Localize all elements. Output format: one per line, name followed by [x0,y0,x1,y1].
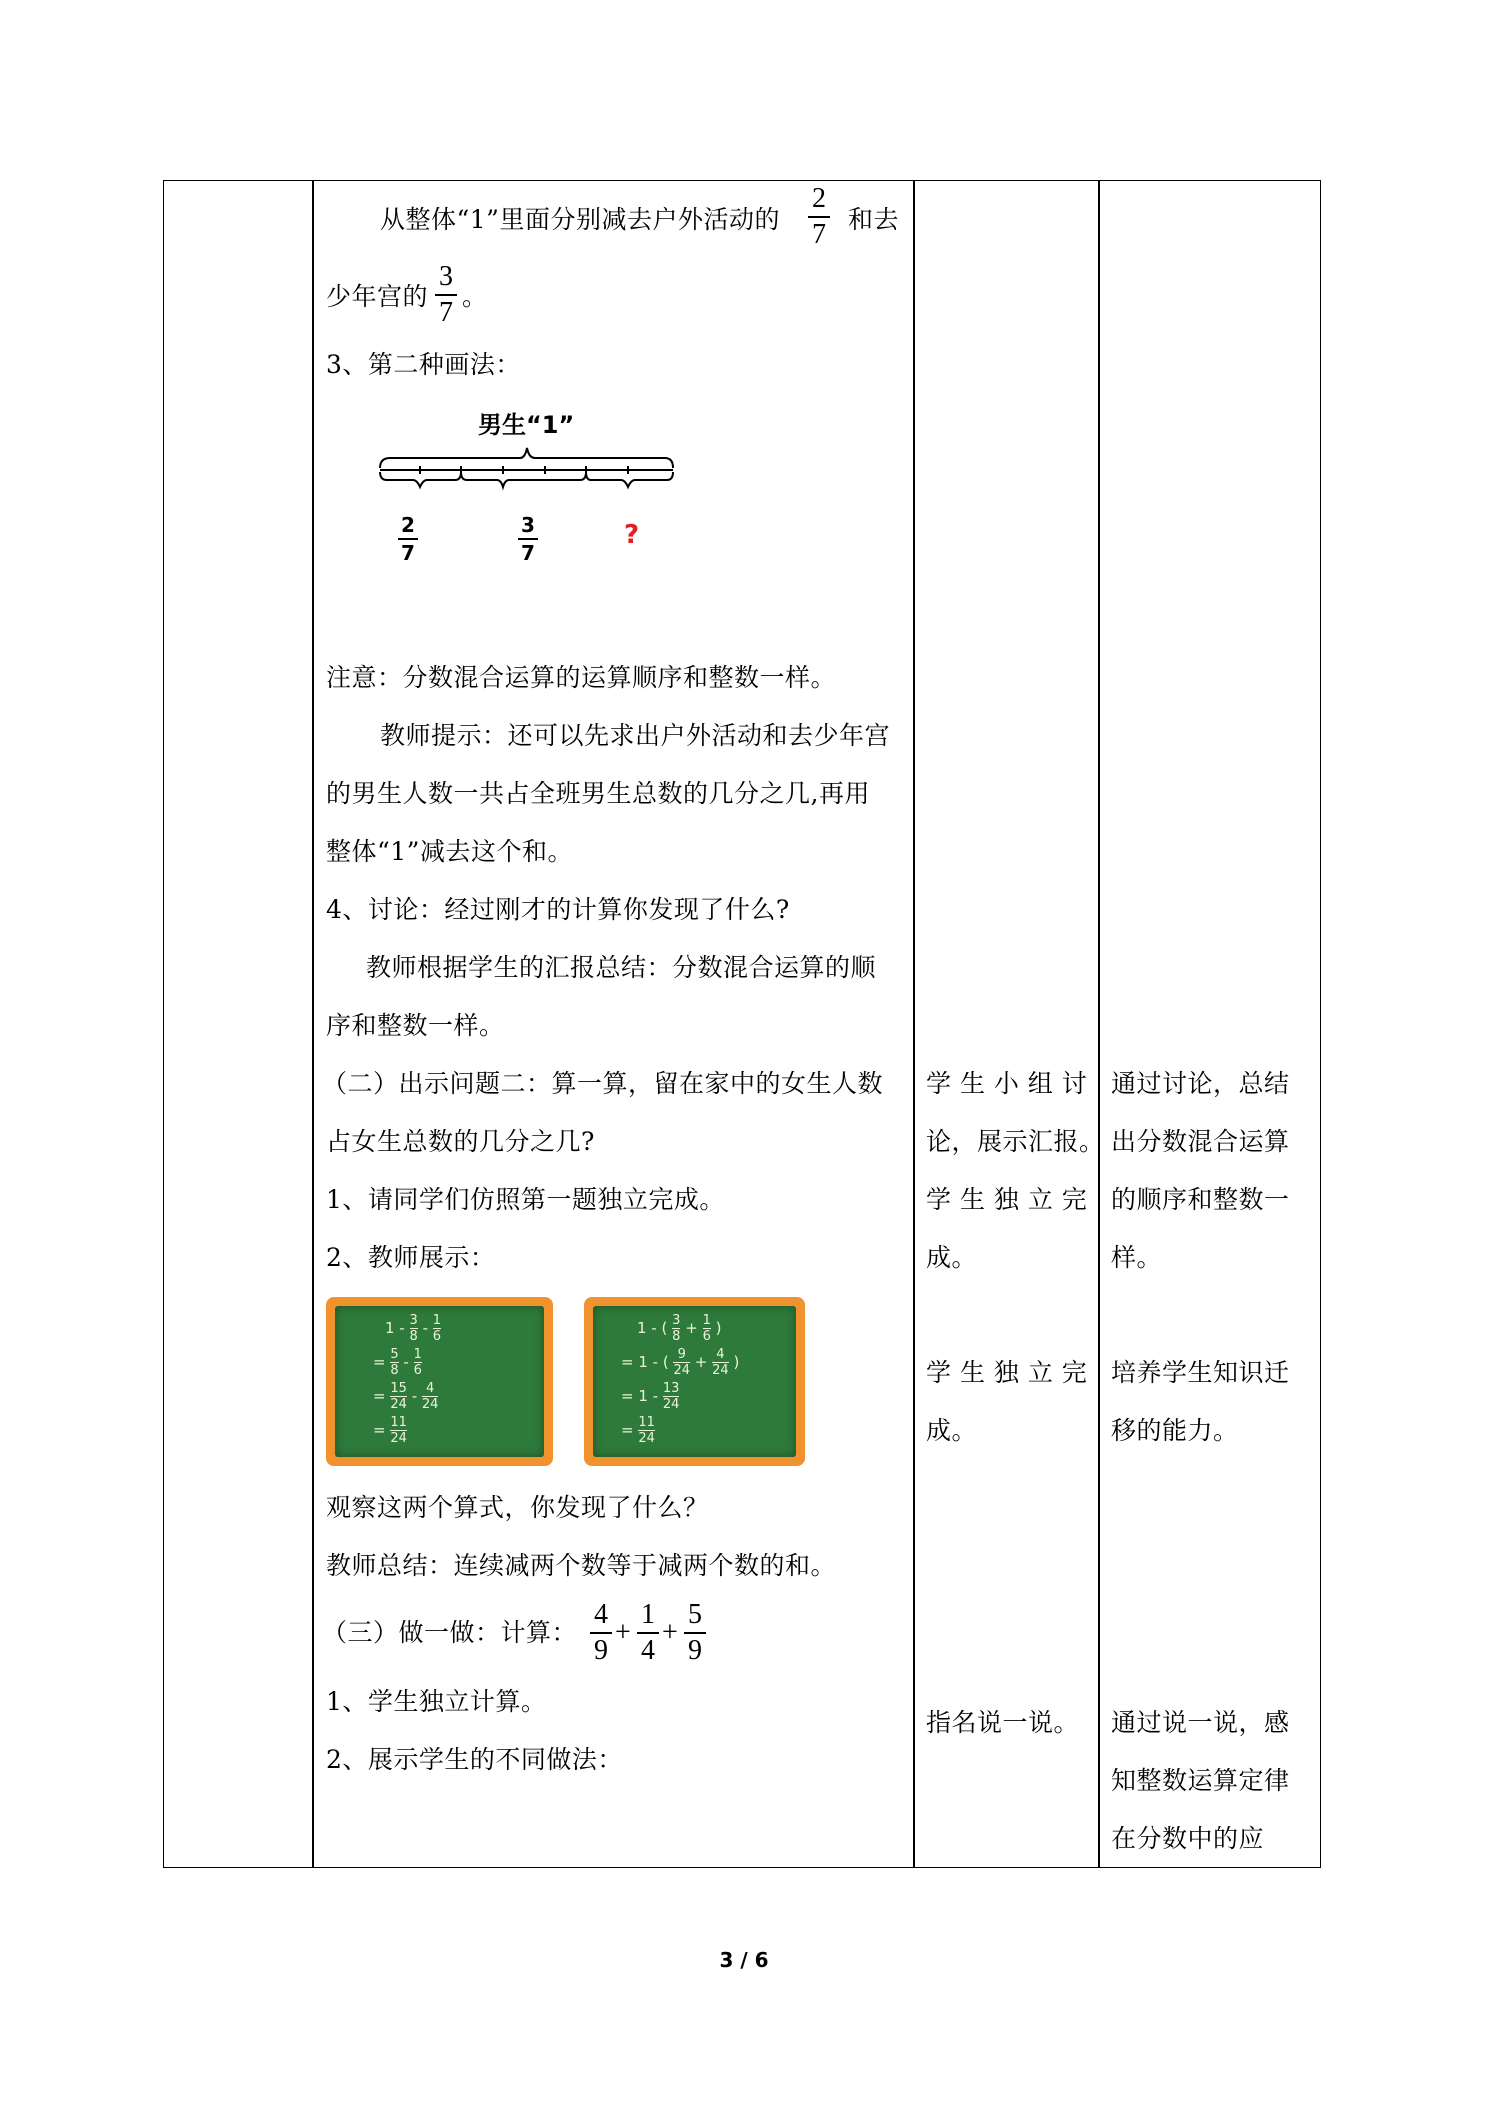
paragraph-text: 2、展示学生的不同做法： [326,1745,623,1774]
student-activity-text: 学 生 小 组 讨 [926,1069,1088,1098]
bottom-brace [586,472,673,487]
paragraph-text: 教师提示：还可以先求出户外活动和去少年宫 [380,721,891,750]
paragraph-text: 从整体“1”里面分别减去户外活动的 [380,205,780,234]
student-activity-text: 指名说一说。 [926,1708,1080,1737]
top-brace [380,448,673,468]
design-intent-text: 培养学生知识迁 [1111,1358,1290,1387]
column-divider [913,181,915,1867]
bottom-brace [461,472,586,487]
paragraph-text: 少年宫的 [326,282,429,311]
paragraph-text: 的男生人数一共占全班男生总数的几分之几,再用 [326,779,870,808]
student-activity-text: 成。 [926,1243,978,1272]
paragraph-text: 教师总结：连续减两个数等于减两个数的和。 [326,1551,837,1580]
student-activity-text: 学 生 独 立 完 [926,1185,1088,1214]
design-intent-text: 出分数混合运算 [1111,1127,1290,1156]
section-heading: （三）做一做：计算： [322,1618,578,1647]
student-activity-text: 论，展示汇报。 [926,1127,1105,1156]
paragraph-text: 2、教师展示： [326,1243,496,1272]
paragraph-text: 1、学生独立计算。 [326,1687,547,1716]
plus-sign: + [615,1617,631,1648]
design-intent-text: 样。 [1111,1243,1163,1272]
design-intent-text: 的顺序和整数一 [1111,1185,1290,1214]
paragraph-text: 和去 [848,205,900,234]
fraction: 2 7 [808,184,830,250]
fraction: 3 7 [435,262,457,328]
design-intent-text: 知整数运算定律 [1111,1766,1290,1795]
fraction: 5 9 [684,1600,706,1666]
question-mark: ? [624,520,640,550]
column-divider [1098,181,1100,1867]
design-intent-text: 通过讨论，总结 [1111,1069,1290,1098]
student-activity-text: 学 生 独 立 完 [926,1358,1088,1387]
heading-text: 3、第二种画法： [326,350,521,379]
diagram-title: 男生“1” [478,411,575,439]
paragraph-text: 观察这两个算式，你发现了什么？ [326,1493,709,1522]
column-divider [312,181,314,1867]
page-number: 3 / 6 [719,1948,769,1972]
design-intent-text: 通过说一说，感 [1111,1708,1290,1737]
design-intent-text: 移的能力。 [1111,1416,1239,1445]
paragraph-text: 占女生总数的几分之几? [326,1127,595,1156]
bottom-brace [380,472,461,487]
paragraph-text: 教师根据学生的汇报总结：分数混合运算的顺 [366,953,877,982]
fraction: 4 9 [590,1600,612,1666]
student-activity-text: 成。 [926,1416,978,1445]
design-intent-text: 在分数中的应 [1111,1824,1265,1853]
note-text: 注意：分数混合运算的运算顺序和整数一样。 [326,663,837,692]
paragraph-text: 序和整数一样。 [326,1011,505,1040]
paragraph-text: 。 [462,282,488,311]
heading-text: 4、讨论：经过刚才的计算你发现了什么? [326,895,790,924]
chalkboard-image: $1 - \frac{3}{8} - \frac{1}{6}$ = $\frac{5}{8} - \frac{1}{6}$ = $\frac{15}{24} - \frac{4}{24}$ = $\frac{11}{24}$ [326,1297,553,1466]
paragraph-text: 1、请同学们仿照第一题独立完成。 [326,1185,725,1214]
section-heading: （二）出示问题二：算一算，留在家中的女生人数 [322,1069,884,1098]
paragraph-text: 整体“1”减去这个和。 [326,837,573,866]
fraction: 1 4 [637,1600,659,1666]
fraction: 3 7 [518,514,538,564]
chalkboard-image: 1 - ( $\frac{3}{8} + \frac{1}{6}$ ) = 1 - ( $\frac{9}{24} + \frac{4}{24}$ ) = $1 - \frac{13}{24}$ = $\frac{11}{24}$ [584,1297,805,1466]
plus-sign: + [662,1617,678,1648]
fraction: 2 7 [398,514,418,564]
bracket-diagram [375,440,675,505]
